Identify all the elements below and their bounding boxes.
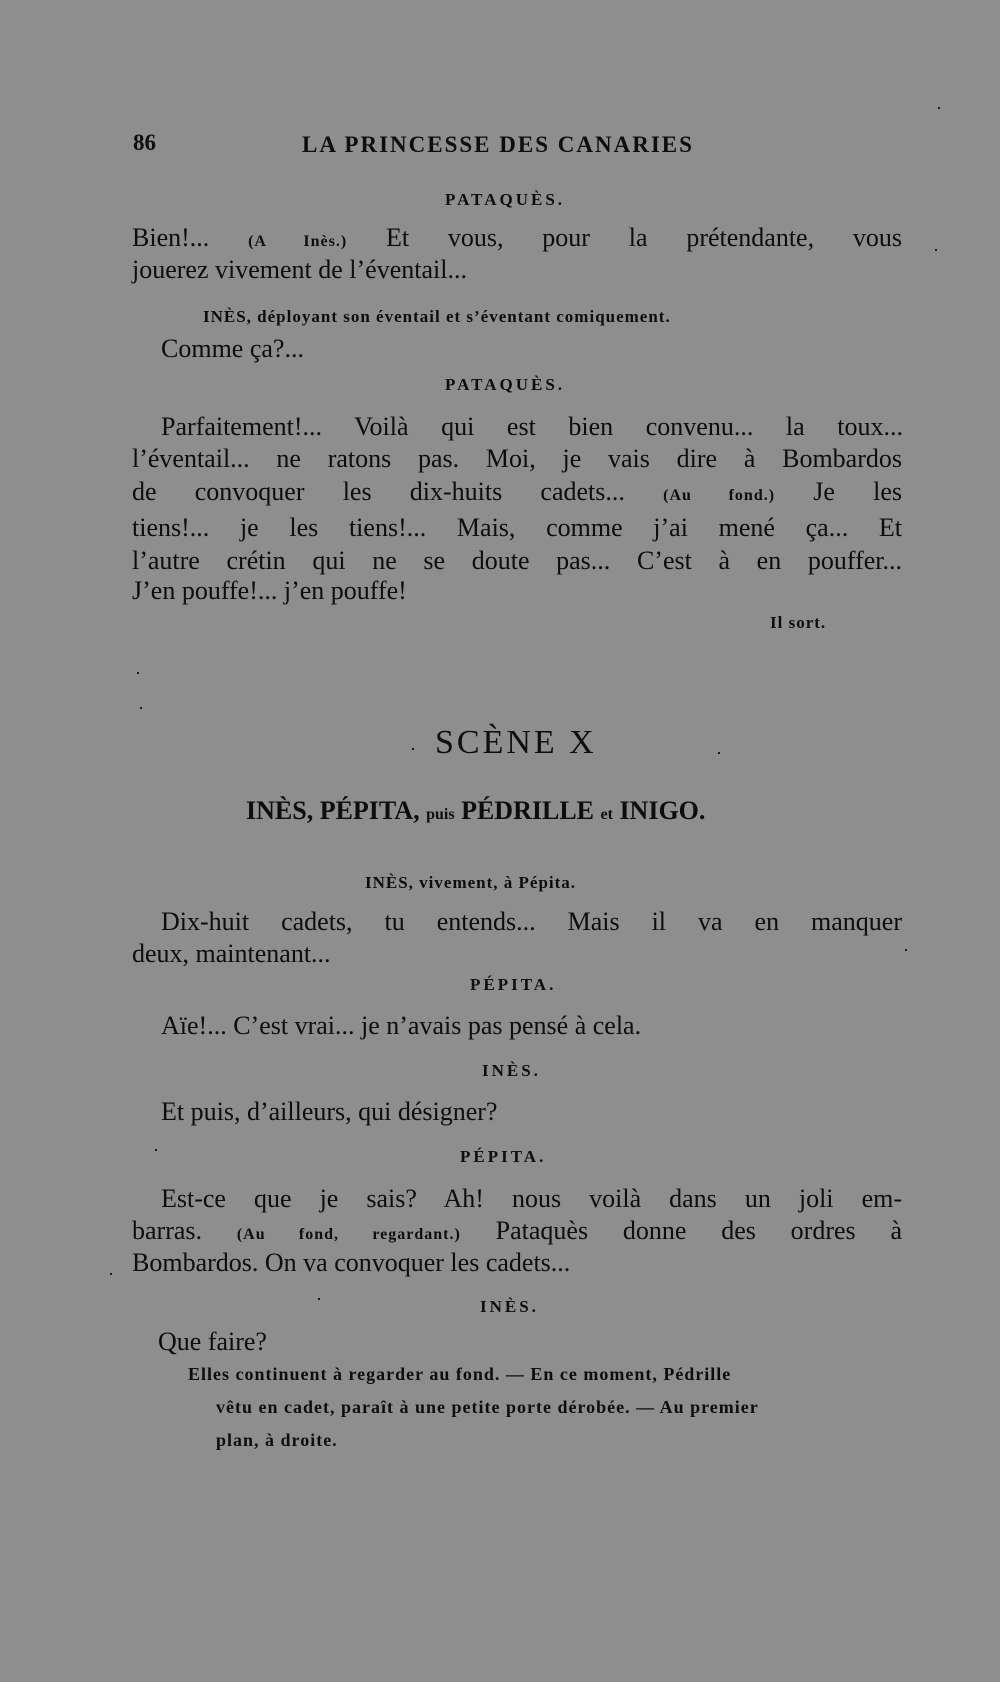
dialogue-line: deux, maintenant... [132,939,331,968]
dialogue-line: Dix-huit cadets, tu entends... Mais il va en manquer [161,907,902,936]
scan-speck [412,748,414,750]
dialogue-line: Aïe!... C’est vrai... je n’avais pas pensé à cela. [161,1011,642,1040]
dialogue-line [132,476,902,513]
dialogue-line: jouerez vivement de l’éventail... [132,255,467,284]
page-number: 86 [133,130,156,155]
stage-direction: Il sort. [770,613,827,632]
stage-direction: Elles continuent à regarder au fond. — En ce moment, Pédrille [188,1364,732,1384]
cast-names: PÉDRILLE [454,796,601,825]
speaker-label: PATAQUÈS. [445,375,566,394]
scan-speck [718,752,720,754]
dialogue-text: de convoquer les dix-huits cadets... [132,476,664,506]
stage-direction-inline: (A Inès.) [248,233,348,250]
stage-direction-inline: (Au fond, regardant.) [236,1226,461,1243]
dialogue-text: Je les [775,476,903,506]
dialogue-text: Bien!... [132,223,249,252]
scan-speck [318,1298,320,1300]
dialogue-line: Bombardos. On va convoquer les cadets... [132,1248,571,1277]
cast-names: INÈS, PÉPITA, [246,796,427,825]
dialogue-text: Pataquès donne des ordres à [460,1216,903,1245]
dialogue-line: l’autre crétin qui ne se doute pas... C’est à en pouffer... [132,545,902,575]
dialogue-line: Et puis, d’ailleurs, qui désigner? [161,1097,498,1126]
speaker-label: PATAQUÈS. [445,190,566,209]
speaker-label: PÉPITA. [470,975,557,994]
scan-speck [140,707,142,709]
dialogue-text: Et vous, pour la prétendante, vous [347,223,903,252]
dialogue-line: J’en pouffe!... j’en pouffe! [132,576,407,605]
scan-speck [938,107,940,109]
scan-speck [155,1149,157,1151]
cast-names: INIGO. [612,796,706,825]
cast-connector: puis [426,806,455,823]
dialogue-line: Parfaitement!... Voilà qui est bien convenu... la toux... [161,412,903,441]
scene-title: SCÈNE X [435,724,597,761]
dialogue-line: tiens!... je les tiens!... Mais, comme j’ai mené ça... Et [132,513,902,542]
dialogue-text: barras. [132,1216,237,1245]
scan-speck [110,1273,112,1275]
stage-direction: plan, à droite. [216,1430,338,1450]
dialogue-line: Comme ça?... [161,334,304,363]
speaker-label: INÈS. [480,1297,539,1316]
dialogue-line: Que faire? [158,1327,267,1356]
stage-direction: vêtu en cadet, paraît à une petite porte dérobée. — Au premier [216,1397,759,1417]
stage-direction-inline: (Au fond.) [663,486,776,504]
speaker-label: PÉPITA. [460,1147,547,1166]
stage-direction: INÈS, déployant son éventail et s’éventant comiquement. [203,307,671,326]
scene-cast [246,796,705,826]
scan-speck [905,949,907,951]
dialogue-line: l’éventail... ne ratons pas. Moi, je vais dire à Bombardos [132,444,902,473]
scan-speck [137,672,139,674]
cast-connector: et [600,806,613,823]
dialogue-line: Est-ce que je sais? Ah! nous voilà dans un joli em- [161,1184,902,1213]
dialogue-paragraph [132,443,902,577]
running-head: LA PRINCESSE DES CANARIES [302,132,694,157]
speaker-label: INÈS. [482,1061,541,1080]
scan-speck [935,249,937,251]
stage-direction: INÈS, vivement, à Pépita. [365,873,577,892]
